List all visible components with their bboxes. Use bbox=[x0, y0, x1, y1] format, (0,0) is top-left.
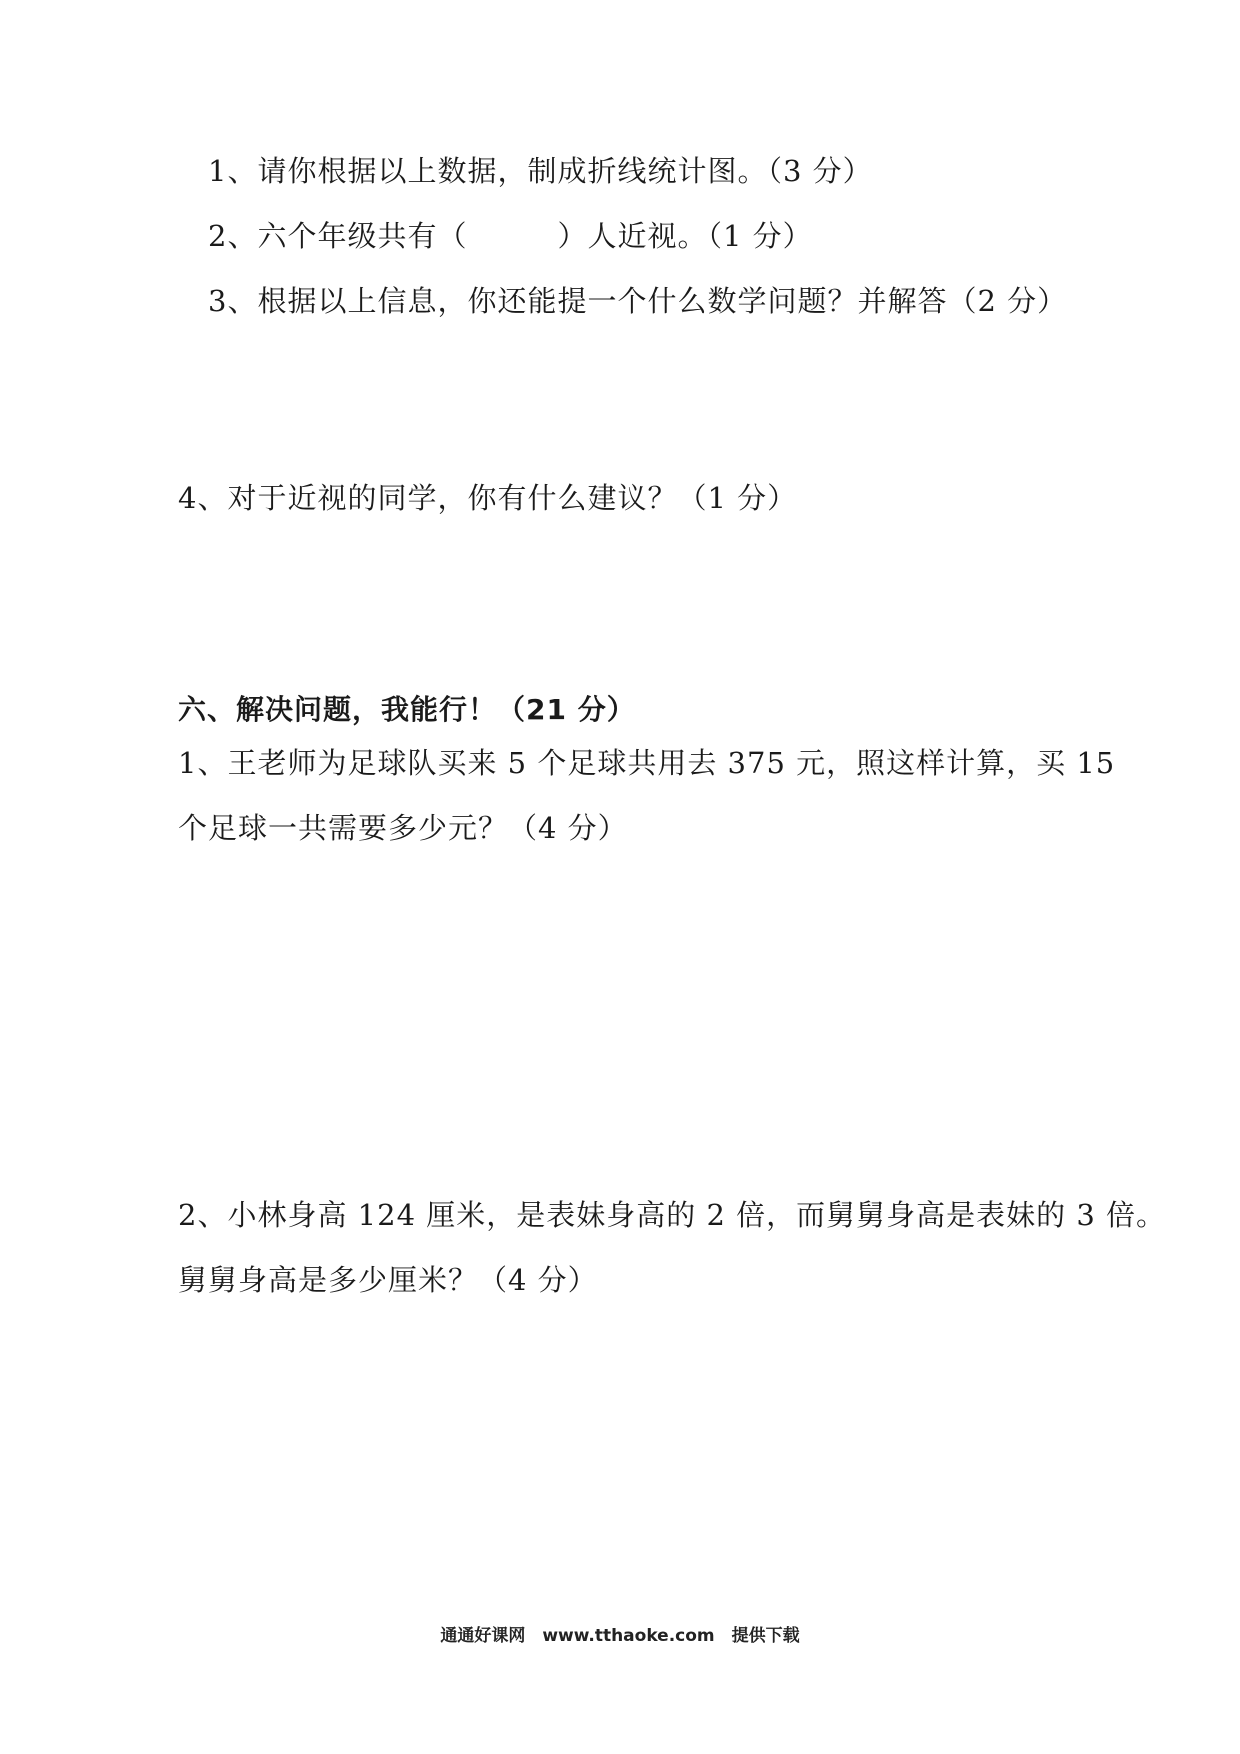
question-6-1-line-1: 1、王老师为足球队买来 5 个足球共用去 375 元，照这样计算，买 15 bbox=[178, 746, 1116, 780]
question-5-4: 4、对于近视的同学，你有什么建议？（1 分） bbox=[178, 481, 798, 515]
question-5-2: 2、六个年级共有（ ）人近视。（1 分） bbox=[208, 219, 813, 253]
question-6-2-line-2: 舅舅身高是多少厘米？（4 分） bbox=[178, 1263, 598, 1297]
section-6-heading: 六、解决问题，我能行！（21 分） bbox=[178, 693, 636, 726]
question-5-1: 1、请你根据以上数据，制成折线统计图。（3 分） bbox=[208, 154, 873, 188]
question-5-3: 3、根据以上信息，你还能提一个什么数学问题？并解答（2 分） bbox=[208, 284, 1068, 318]
question-6-1-line-2: 个足球一共需要多少元？（4 分） bbox=[178, 811, 628, 845]
footer-download-note: 通通好课网 www.tthaoke.com 提供下载 bbox=[440, 1626, 800, 1646]
question-6-2-line-1: 2、小林身高 124 厘米，是表妹身高的 2 倍，而舅舅身高是表妹的 3 倍。 bbox=[178, 1198, 1167, 1232]
